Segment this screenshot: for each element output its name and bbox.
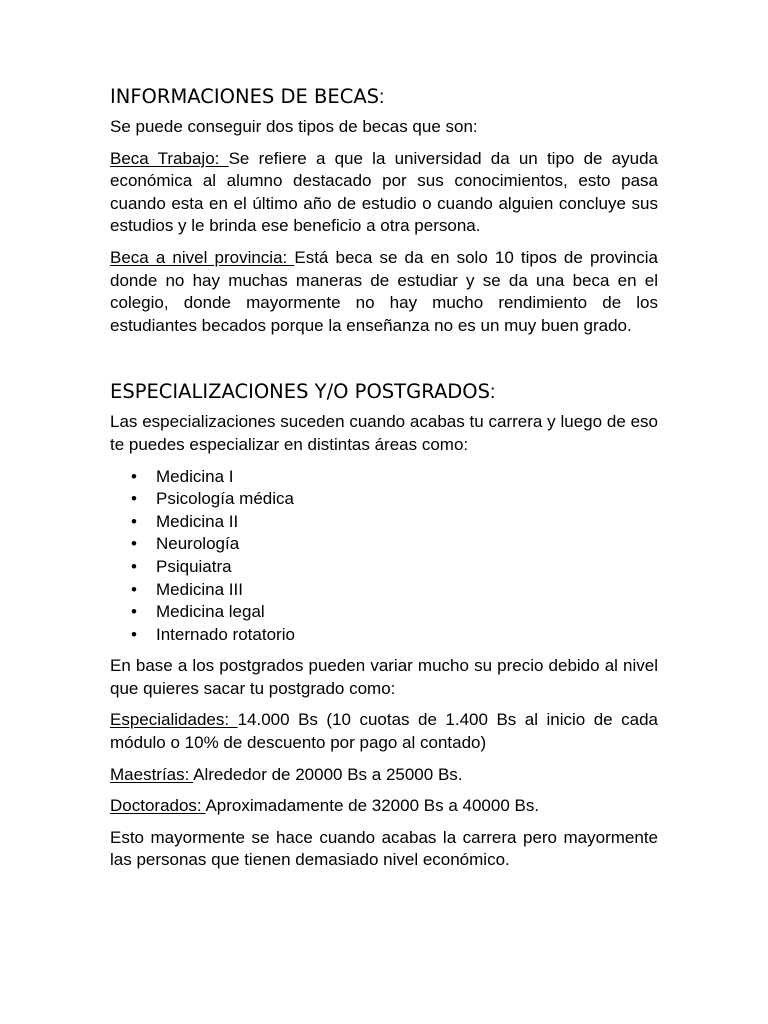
conclusion-paragraph: Esto mayormente se hace cuando acabas la carrera pero mayormente las personas que tienen demasiado nivel económico. [110, 827, 658, 870]
especialidades-label: Especialidades: [110, 710, 238, 730]
postgrados-intro: En base a los postgrados pueden variar mucho su precio debido al nivel que quieres sacar tu postgrado como: [110, 656, 658, 698]
beca-trabajo-label: Beca Trabajo: [110, 148, 229, 168]
document-page [110, 84, 658, 881]
list-item-label: Psiquiatra [156, 556, 232, 576]
especializaciones-intro: Las especializaciones suceden cuando acabas tu carrera y luego de eso te puedes especializar en distintas áreas como: [110, 412, 658, 454]
list-item [110, 488, 658, 511]
beca-trabajo-text: Se refiere a que la universidad da un tipo de ayuda económica al alumno destacado por sus conocimientos, esto pasa cuando esta en el último año de estudio o cuando alguien concluye sus estudios y le brinda ese beneficio a otra persona. [110, 148, 658, 236]
list-item-label: Medicina I [156, 466, 234, 486]
bullet-icon: • [131, 489, 137, 509]
beca-provincia-label: Beca a nivel provincia: [110, 247, 295, 267]
list-item-label: Medicina II [156, 511, 239, 531]
list-item [110, 533, 658, 556]
bullet-icon: • [131, 579, 137, 599]
especializaciones-heading [110, 379, 658, 405]
especializaciones-heading-colon: : [490, 381, 496, 404]
maestrias-text: Alrededor de 20000 Bs a 25000 Bs. [193, 764, 463, 784]
especialidades-text: 14.000 Bs (10 cuotas de 1.400 Bs al inicio de cada módulo o 10% de descuento por pago al contado) [110, 710, 658, 753]
bullet-icon: • [131, 511, 137, 531]
beca-provincia-text: Está beca se da en solo 10 tipos de provincia donde no hay muchas maneras de estudiar y se da una beca en el colegio, donde mayormente no hay mucho rendimiento de los estudiantes becados porque la enseñanza no es un muy buen grado. [110, 247, 658, 335]
doctorados-label: Doctorados: [110, 796, 206, 816]
becas-heading-text: INFORMACIONES DE BECAS [110, 85, 380, 108]
list-item [110, 511, 658, 534]
bullet-icon: • [131, 602, 137, 622]
especializaciones-heading-text: ESPECIALIZACIONES Y/O POSTGRADOS [110, 380, 491, 404]
doctorados-text: Aproximadamente de 32000 Bs a 40000 Bs. [205, 796, 540, 816]
list-item-label: Medicina III [156, 579, 243, 599]
becas-heading-colon: : [379, 86, 385, 108]
list-item [110, 601, 658, 624]
maestrias-paragraph [110, 764, 658, 787]
doctorados-paragraph [110, 795, 658, 818]
becas-intro: Se puede conseguir dos tipos de becas que son: [110, 117, 478, 136]
beca-trabajo-paragraph [110, 148, 658, 238]
list-item [110, 579, 658, 602]
areas-list [110, 466, 658, 647]
list-item-label: Psicología médica [156, 489, 294, 509]
bullet-icon: • [131, 534, 137, 554]
bullet-icon: • [131, 466, 137, 486]
list-item [110, 466, 658, 489]
bullet-icon: • [131, 556, 137, 576]
maestrias-label: Maestrías: [110, 764, 194, 784]
list-item-label: Internado rotatorio [156, 624, 295, 644]
becas-heading [110, 84, 658, 110]
bullet-icon: • [131, 624, 137, 644]
list-item-label: Medicina legal [156, 602, 265, 622]
especialidades-paragraph [110, 709, 658, 754]
beca-provincia-paragraph [110, 247, 658, 337]
list-item [110, 556, 658, 579]
list-item-label: Neurología [156, 534, 240, 554]
list-item [110, 624, 658, 647]
